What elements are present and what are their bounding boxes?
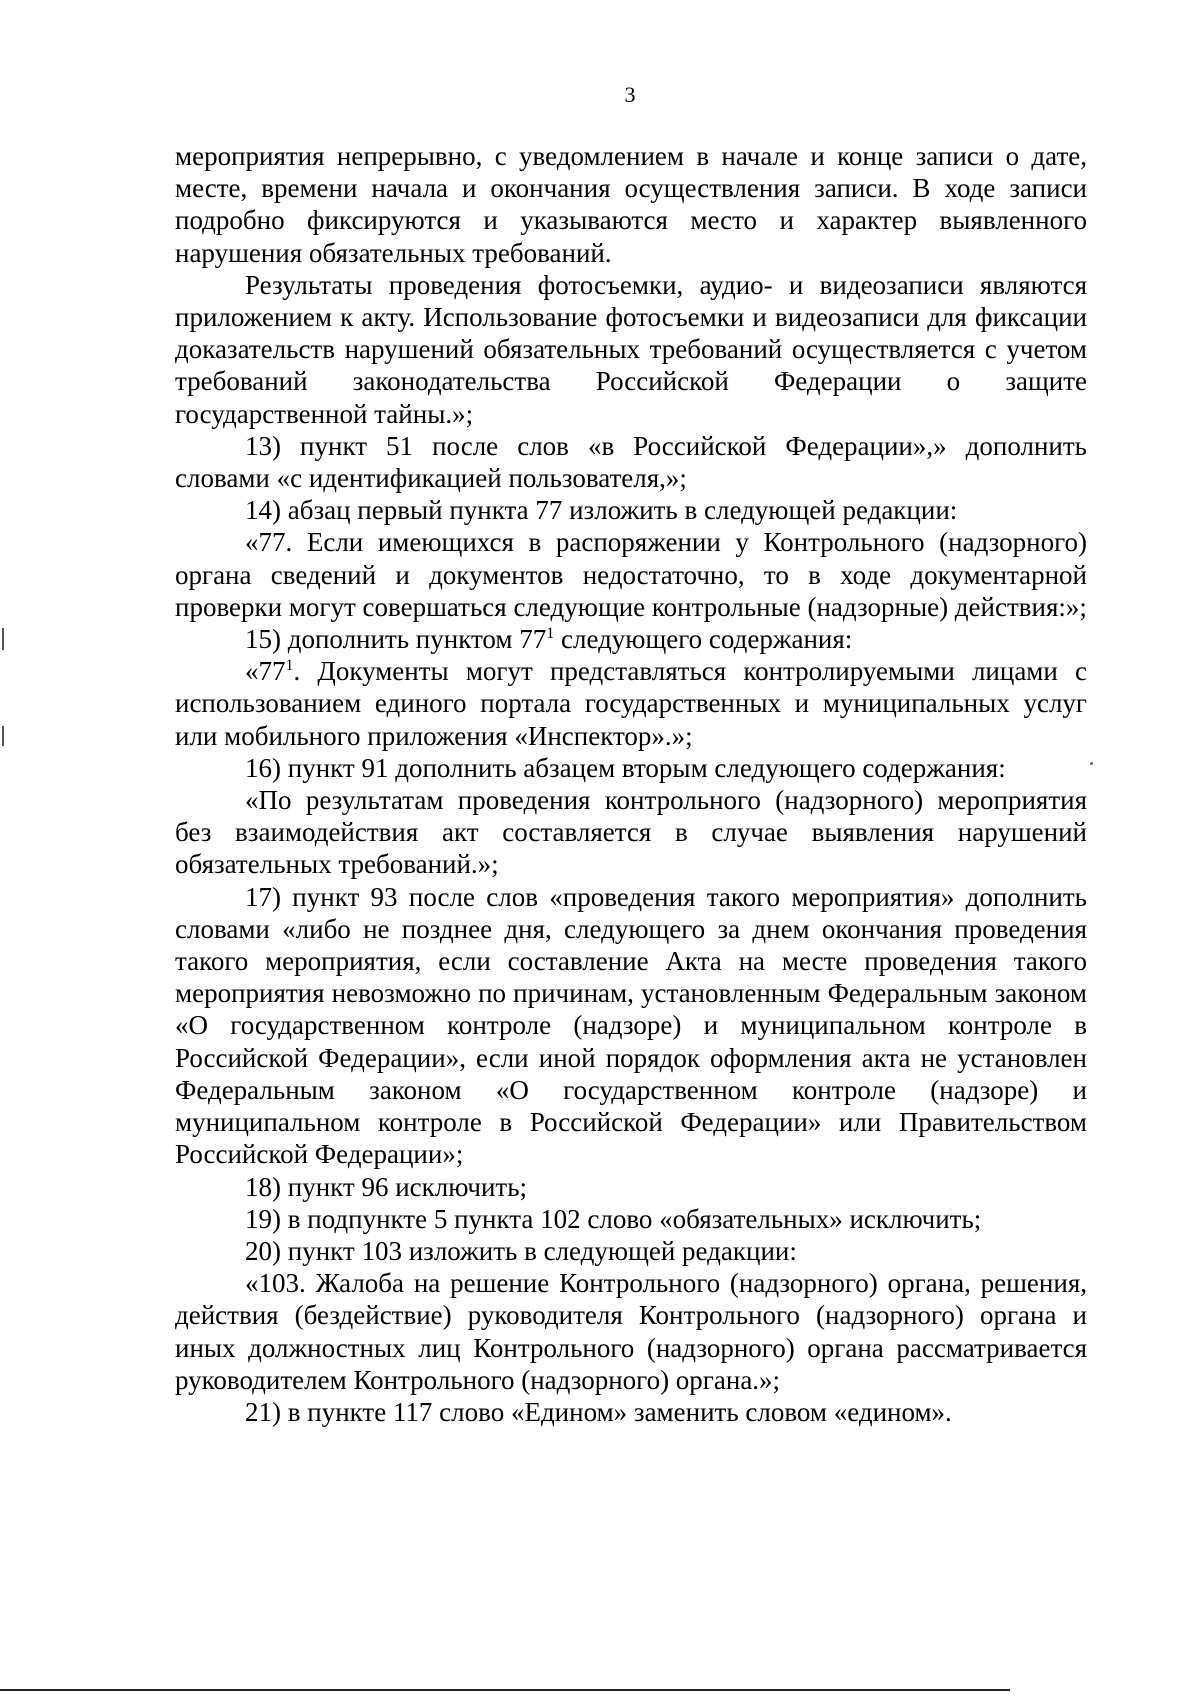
item-15-text-end: следующего содержания: bbox=[554, 624, 853, 655]
quote-77-1-text-end: . Документы могут представляться контролируемыми лицами с использованием единого портала государственных и муниципальных услуг или мобильного приложения «Инспектор».»; bbox=[175, 656, 1087, 751]
paragraph-item-16: 16) пункт 91 дополнить абзацем вторым следующего содержания: bbox=[245, 752, 1006, 783]
document-body bbox=[175, 140, 1087, 1428]
paragraph-item-17: 17) пункт 93 после слов «проведения такого мероприятия» дополнить словами «либо не позднее дня, следующего за днем окончания проведения такого мероприятия, если составление Акта на месте проведения такого мероприятия невозможно по причинам, установленным Федеральным законом «О государственном контроле (надзоре) и муниципальном контроле в Российской Федерации», если иной порядок оформления акта не установлен Федеральным законом «О государственном контроле (надзоре) и муниципальном контроле в Российской Федерации» или Правительством Российской Федерации»; bbox=[175, 881, 1087, 1170]
paragraph-item-21: 21) в пункте 117 слово «Едином» заменить словом «едином». bbox=[245, 1396, 952, 1427]
paragraph-quote-103: «103. Жалоба на решение Контрольного (надзорного) органа, решения, действия (бездействие) руководителя Контрольного (надзорного) органа и иных должностных лиц Контрольного (надзорного) органа рассматривается руководителем Контрольного (надзорного) органа.»; bbox=[175, 1268, 1087, 1395]
paragraph-item-20: 20) пункт 103 изложить в следующей редакции: bbox=[245, 1235, 797, 1266]
scan-speck bbox=[1090, 762, 1093, 765]
paragraph-item-19: 19) в подпункте 5 пункта 102 слово «обязательных» исключить; bbox=[245, 1203, 982, 1234]
paragraph-photo-results: Результаты проведения фотосъемки, аудио- и видеозаписи являются приложением к акту. Использование фотосъемки и видеозаписи для фиксации доказательств нарушений обязательных требований осуществляется с учетом требований законодательства Российской Федерации о защите государственной тайны.»; bbox=[175, 269, 1087, 429]
scan-edge-mark bbox=[2, 726, 4, 746]
paragraph-item-13: 13) пункт 51 после слов «в Российской Федерации»,» дополнить словами «с идентификацией пользователя,»; bbox=[175, 430, 1087, 494]
paragraph-quote-77-1 bbox=[175, 655, 1087, 752]
paragraph-item-18: 18) пункт 96 исключить; bbox=[245, 1171, 528, 1202]
paragraph-item-14: 14) абзац первый пункта 77 изложить в следующей редакции: bbox=[245, 495, 958, 526]
paragraph-item-15 bbox=[175, 623, 1087, 655]
paragraph-continuation: мероприятия непрерывно, с уведомлением в начале и конце записи о дате, месте, времени начала и окончания осуществления записи. В ходе записи подробно фиксируются и указываются место и характер выявленного нарушения обязательных требований. bbox=[175, 141, 1087, 268]
item-15-superscript: 1 bbox=[546, 625, 555, 643]
paragraph-quote-77: «77. Если имеющихся в распоряжении у Контрольного (надзорного) органа сведений и документов недостаточно, то в ходе документарной проверки могут совершаться следующие контрольные (надзорные) действия:»; bbox=[175, 527, 1087, 622]
quote-77-1-superscript: 1 bbox=[285, 657, 294, 675]
item-15-text-start: 15) дополнить пунктом 77 bbox=[245, 624, 547, 655]
paragraph-quote-91: «По результатам проведения контрольного (надзорного) мероприятия без взаимодействия акт составляется в случае выявления нарушений обязательных требований.»; bbox=[175, 785, 1087, 880]
scan-edge-mark bbox=[2, 628, 4, 650]
scan-bottom-edge bbox=[0, 1689, 1010, 1691]
page-number: 3 bbox=[624, 82, 636, 107]
quote-77-1-text-start: «77 bbox=[245, 656, 286, 687]
